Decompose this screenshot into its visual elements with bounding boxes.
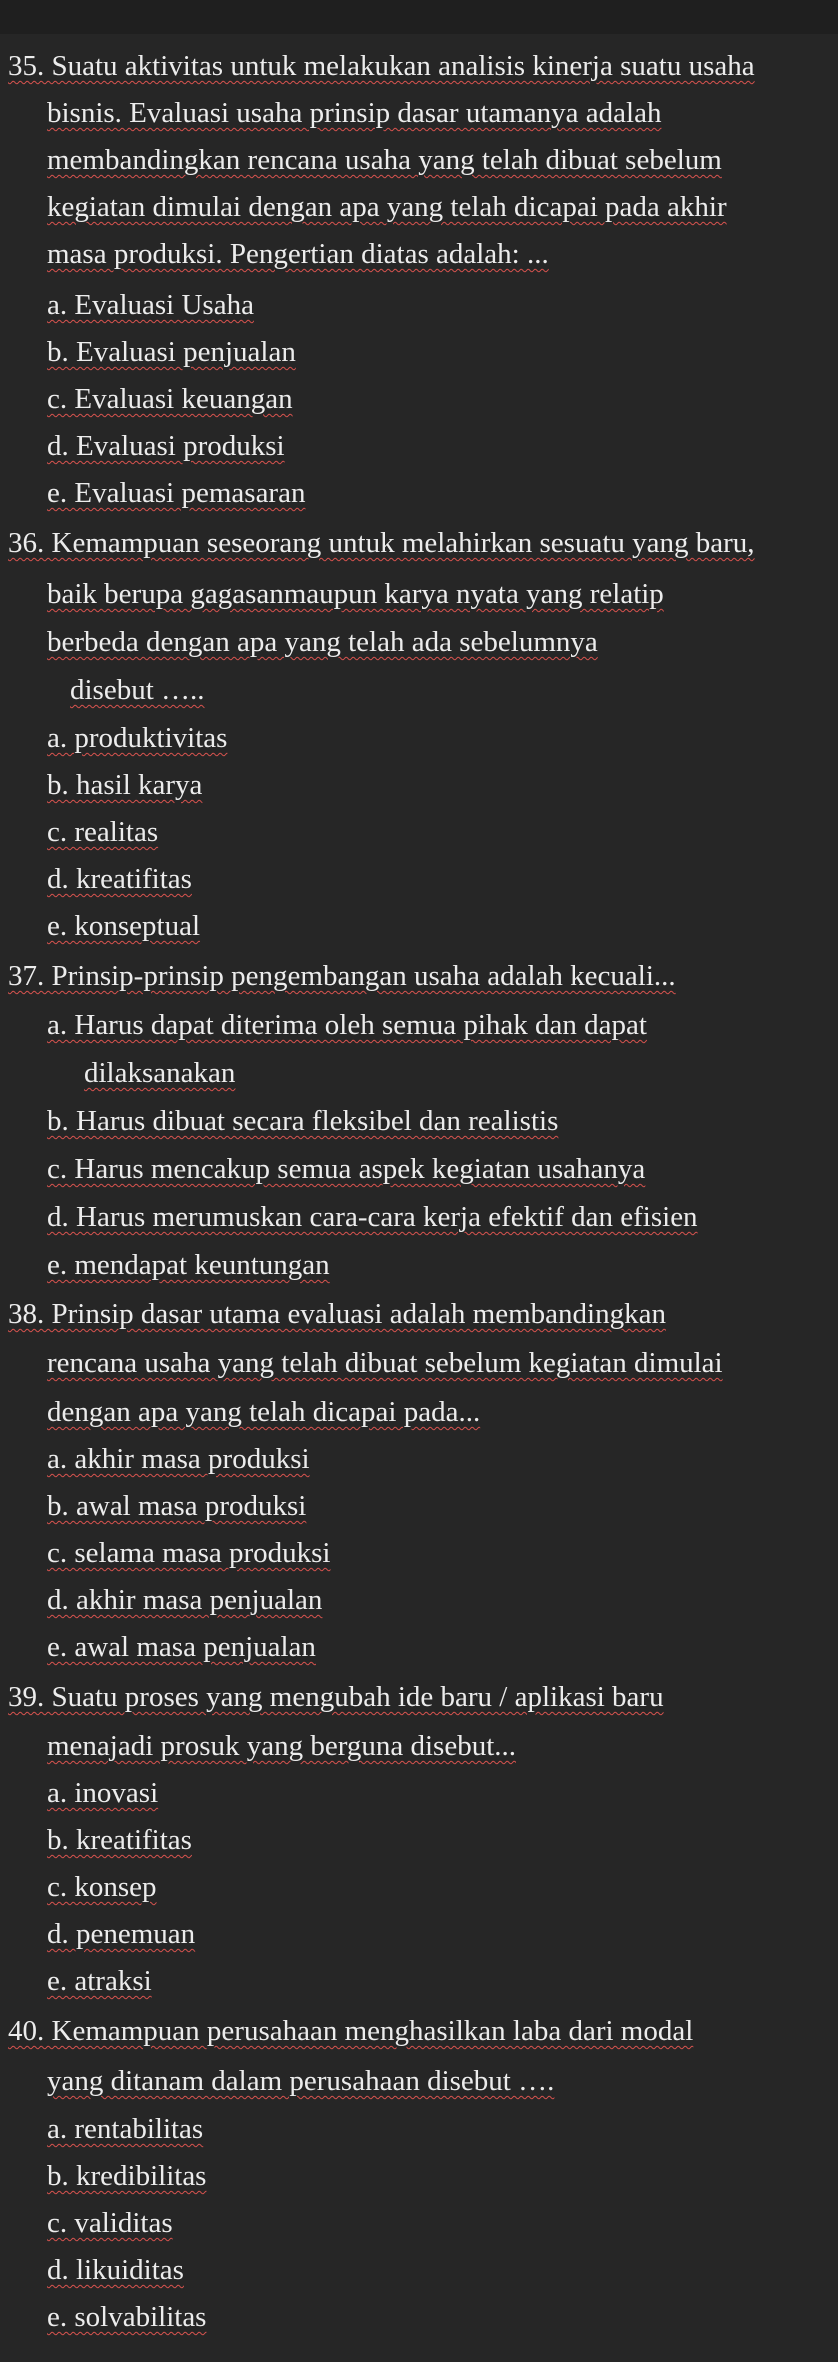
option-39-e: e. atraksi: [47, 1965, 152, 1997]
option-39-d: d. penemuan: [47, 1918, 196, 1950]
question-35-text: 35. Suatu aktivitas untuk melakukan analisis kinerja suatu usaha: [8, 50, 755, 82]
option-37-c: c. Harus mencakup semua aspek kegiatan usahanya: [47, 1153, 646, 1185]
question-36-text: berbeda dengan apa yang telah ada sebelumnya: [47, 626, 598, 658]
question-36-text: 36. Kemampuan seseorang untuk melahirkan sesuatu yang baru,: [8, 527, 755, 559]
question-36-text: disebut …..: [70, 674, 205, 706]
question-35-text: masa produksi. Pengertian diatas adalah: ...: [47, 238, 549, 270]
option-37-b: b. Harus dibuat secara fleksibel dan realistis: [47, 1105, 559, 1137]
question-40-text: yang ditanam dalam perusahaan disebut ….: [47, 2065, 555, 2097]
option-40-d: d. likuiditas: [47, 2254, 184, 2286]
option-36-c: c. realitas: [47, 816, 159, 848]
question-35-text: bisnis. Evaluasi usaha prinsip dasar utamanya adalah: [47, 97, 662, 129]
option-38-a: a. akhir masa produksi: [47, 1443, 310, 1475]
option-40-e: e. solvabilitas: [47, 2301, 207, 2333]
option-37-d: d. Harus merumuskan cara-cara kerja efektif dan efisien: [47, 1201, 698, 1233]
question-38-text: dengan apa yang telah dicapai pada...: [47, 1396, 481, 1428]
option-35-c: c. Evaluasi keuangan: [47, 383, 293, 415]
option-37-e: e. mendapat keuntungan: [47, 1249, 330, 1281]
option-35-e: e. Evaluasi pemasaran: [47, 477, 306, 509]
option-38-c: c. selama masa produksi: [47, 1537, 331, 1569]
option-38-e: e. awal masa penjualan: [47, 1631, 316, 1663]
option-39-a: a. inovasi: [47, 1777, 159, 1809]
option-40-c: c. validitas: [47, 2207, 173, 2239]
option-36-e: e. konseptual: [47, 910, 201, 942]
option-36-a: a. produktivitas: [47, 722, 228, 754]
question-38-text: rencana usaha yang telah dibuat sebelum kegiatan dimulai: [47, 1347, 723, 1379]
option-39-b: b. kreatifitas: [47, 1824, 192, 1856]
option-39-c: c. konsep: [47, 1871, 157, 1903]
option-36-b: b. hasil karya: [47, 769, 203, 801]
option-35-b: b. Evaluasi penjualan: [47, 336, 296, 368]
option-37-a: a. Harus dapat diterima oleh semua pihak dan dapat: [47, 1009, 647, 1041]
question-36-text: baik berupa gagasanmaupun karya nyata yang relatip: [47, 578, 664, 610]
question-40-text: 40. Kemampuan perusahaan menghasilkan laba dari modal: [8, 2015, 694, 2047]
option-36-d: d. kreatifitas: [47, 863, 192, 895]
question-39-text: 39. Suatu proses yang mengubah ide baru / aplikasi baru: [8, 1681, 664, 1713]
question-37-text: 37. Prinsip-prinsip pengembangan usaha adalah kecuali...: [8, 960, 676, 992]
question-38-text: 38. Prinsip dasar utama evaluasi adalah membandingkan: [8, 1298, 666, 1330]
option-35-d: d. Evaluasi produksi: [47, 430, 285, 462]
option-40-a: a. rentabilitas: [47, 2113, 204, 2145]
question-35-text: kegiatan dimulai dengan apa yang telah dicapai pada akhir: [47, 191, 727, 223]
option-37-a: dilaksanakan: [84, 1057, 236, 1089]
option-40-b: b. kredibilitas: [47, 2160, 207, 2192]
option-38-d: d. akhir masa penjualan: [47, 1584, 323, 1616]
question-35-text: membandingkan rencana usaha yang telah dibuat sebelum: [47, 144, 722, 176]
question-39-text: menajadi prosuk yang berguna disebut...: [47, 1730, 516, 1762]
option-38-b: b. awal masa produksi: [47, 1490, 307, 1522]
option-35-a: a. Evaluasi Usaha: [47, 289, 254, 321]
